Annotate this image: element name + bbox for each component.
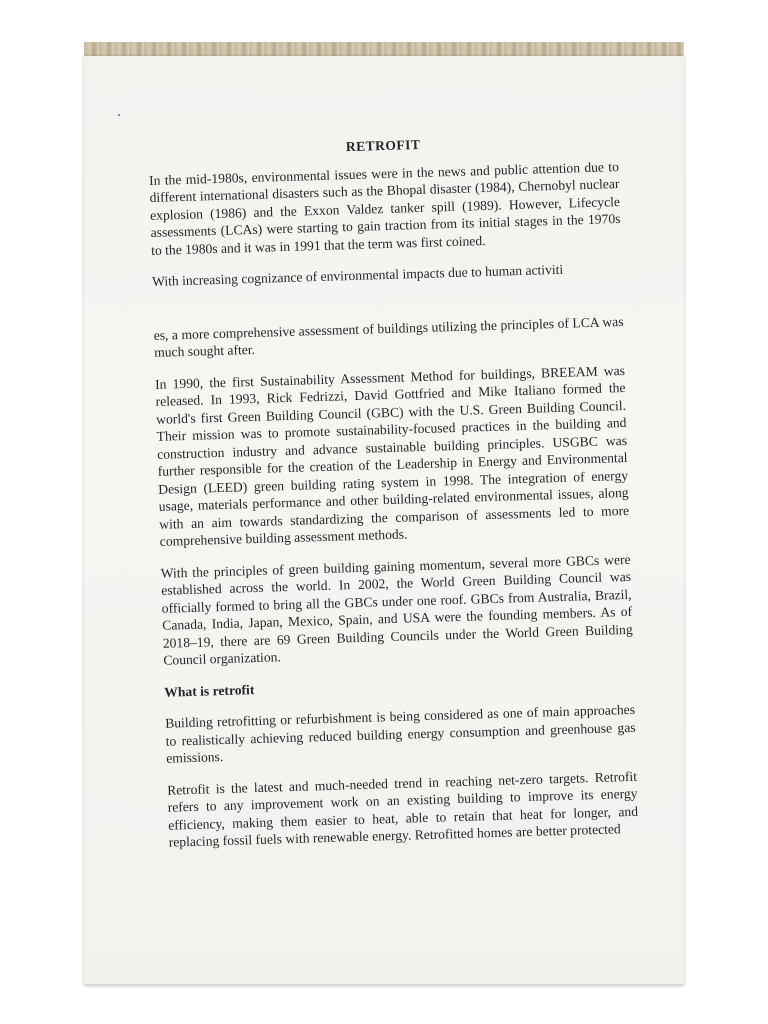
- paragraph-lca: es, a more comprehensive assessment of buildings utilizing the principles of LCA was much sought after.: [153, 313, 624, 360]
- section-heading: What is retrofit: [164, 681, 255, 700]
- paper-sheet: [84, 56, 684, 986]
- paragraph-breeam: In 1990, the first Sustainability Assessment Method for buildings, BREEAM was released. In 1993, Rick Fedrizzi, David Gottfried and Mike Italiano formed the world's first Green Building Council (GBC) with the U.S. Green Building Council. Their mission was to promote sustainability-focused practices in the building and construction industry and advance sustainable building principles. USGBC was further responsible for the creation of the Leadership in Energy and Environmental Design (LEED) green building rating system in 1998. The integration of energy usage, materials performance and other building-related environmental issues, along with an aim towards standardizing the comparison of assessments led to more comprehensive building assessment methods.: [154, 362, 630, 549]
- paragraph-cognizance: With increasing cognizance of environmental impacts due to human activiti: [151, 261, 564, 289]
- document-title: RETROFIT: [345, 136, 421, 155]
- paragraph-retrofit-trend: Retrofit is the latest and much-needed trend in reaching net-zero targets. Retrofit refers to any improvement work on an existing building to improve its energy efficiency, making them easier to heat, able to retain that heat for longer, and replacing fossil fuels with renewable energy. Retrofitted homes are better protected: [166, 768, 639, 850]
- document-body: [148, 130, 639, 865]
- sheet-bottom-edge: [84, 984, 684, 986]
- paper-speck: [118, 114, 120, 116]
- paragraph-gbc: With the principles of green building gaining momentum, several more GBCs were established across the world. In 2002, the World Green Building Council was officially formed to bring all the GBCs under one roof. GBCs from Australia, Brazil, Canada, India, Japan, Mexico, Spain, and USA were the founding members. As of 2018–19, there are 69 Green Building Councils under the World Green Building Council organization.: [160, 551, 633, 668]
- paragraph-refurbishment: Building retrofitting or refurbishment is being considered as one of main approaches to realistically achieving reduced building energy consumption and greenhouse gas emissions.: [164, 701, 636, 766]
- paragraph-history: In the mid-1980s, environmental issues were in the news and public attention due to different international disasters such as the Bhopal disaster (1984), Chernobyl nuclear explosion (1986) and the Exxon Valdez tanker spill (1989). However, Lifecycle assessments (LCAs) were starting to gain traction from its initial stages in the 1970s to the 1980s and it was in 1991 that the term was first coined.: [148, 158, 621, 258]
